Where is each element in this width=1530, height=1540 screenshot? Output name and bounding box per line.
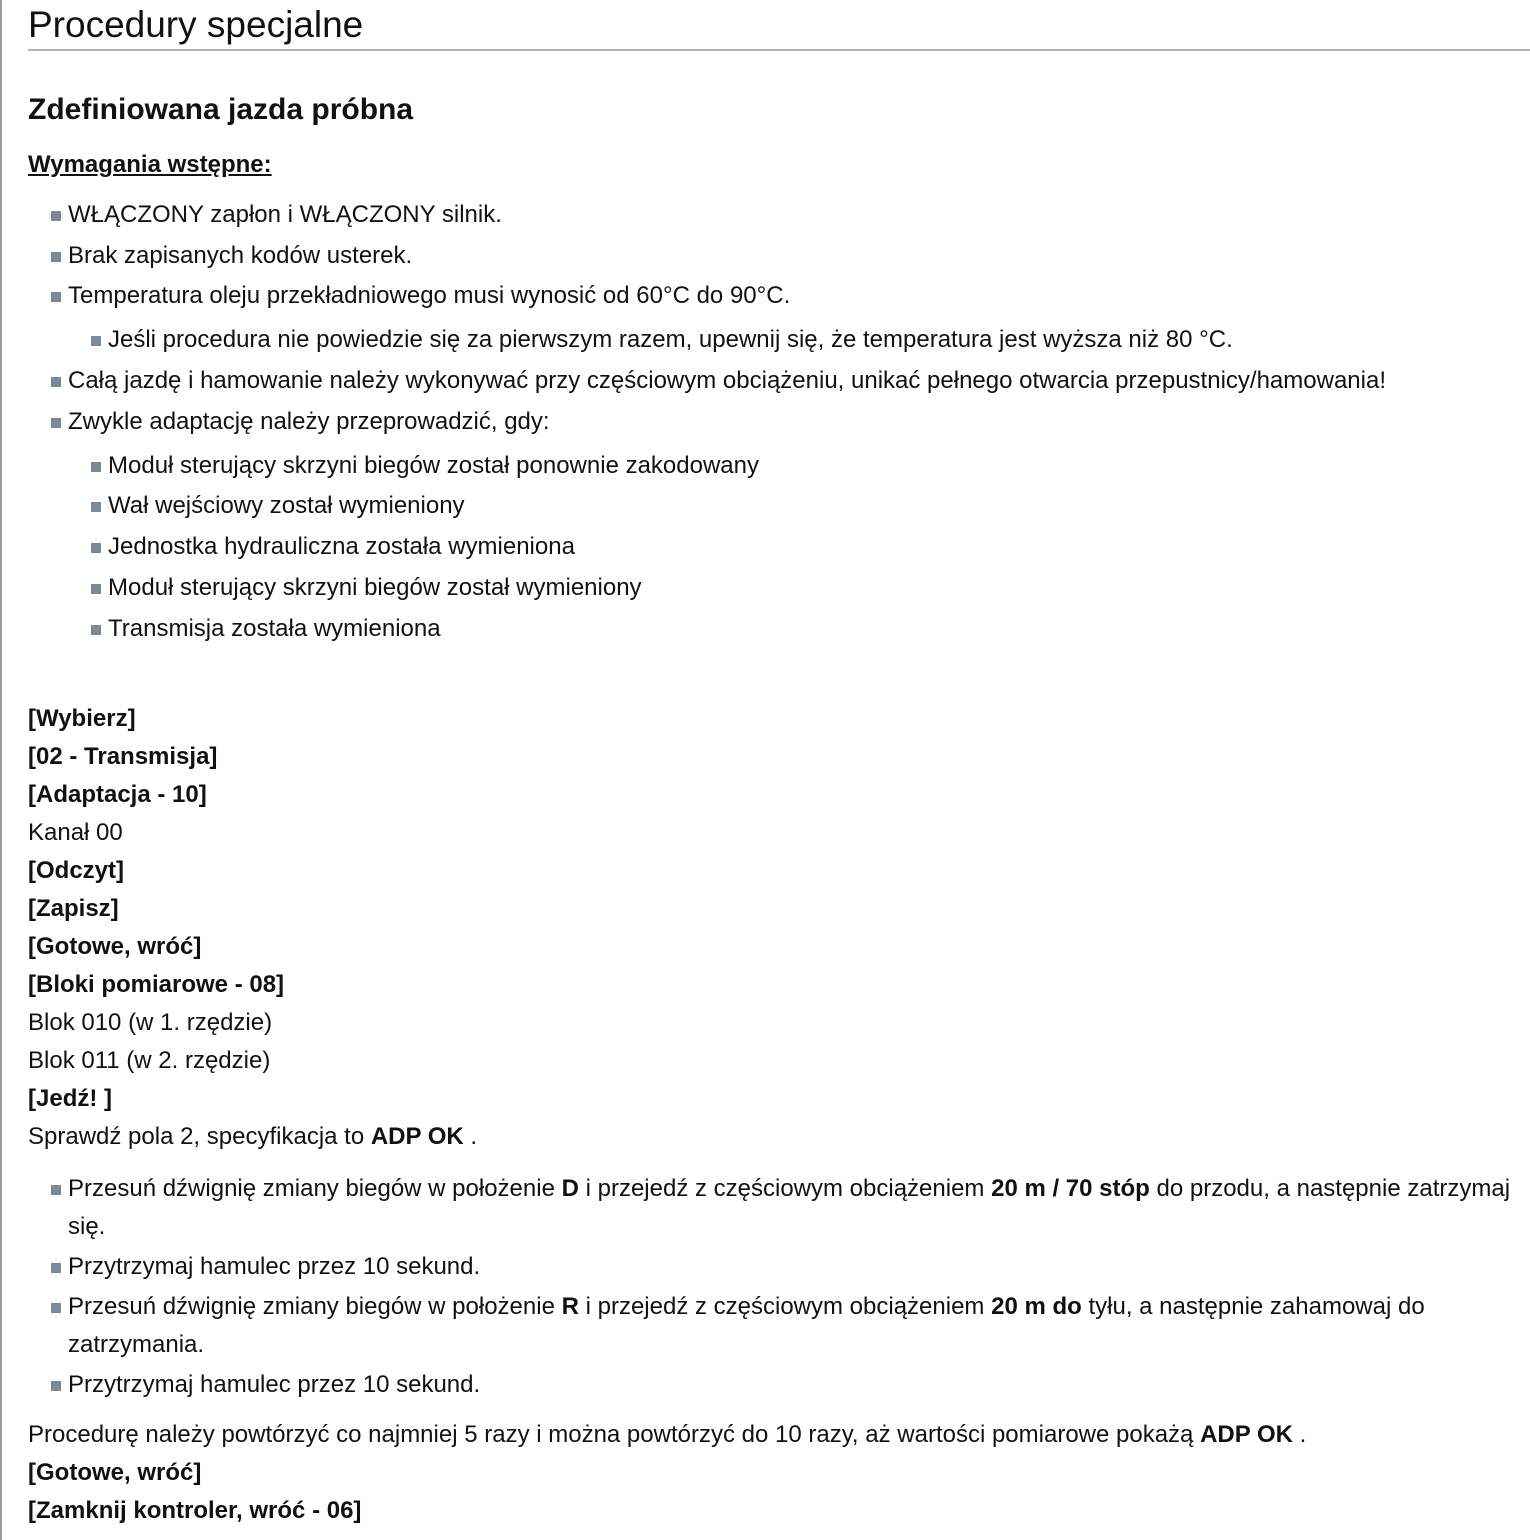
requirement-item: WŁĄCZONY zapłon i WŁĄCZONY silnik. [68, 196, 1528, 234]
requirement-subitem: Moduł sterujący skrzyni biegów został ponownie zakodowany [108, 447, 1528, 485]
step-save: [Zapisz] [28, 895, 119, 922]
repeat-instruction: Procedurę należy powtórzyć co najmniej 5 razy i można powtórzyć do 10 razy, aż wartości pomiarowe pokażą ADP OK . [28, 1421, 1307, 1448]
requirement-item: Brak zapisanych kodów usterek. [68, 237, 1528, 275]
final-steps [28, 1416, 1528, 1530]
instruction-item: Przesuń dźwignię zmiany biegów w położenie R i przejedź z częściowym obciążeniem 20 m do tyłu, a następnie zahamowaj do zatrzymania. [68, 1288, 1530, 1364]
requirement-item: Zwykle adaptację należy przeprowadzić, gdy: [68, 403, 1528, 441]
section-title: Zdefiniowana jazda próbna [28, 93, 414, 126]
step-done-back: [Gotowe, wróć] [28, 933, 202, 960]
step-measuring-blocks: [Bloki pomiarowe - 08] [28, 971, 285, 998]
step-menu-select: [Wybierz] [28, 705, 136, 732]
step-channel: Kanał 00 [28, 819, 123, 846]
step-transmission: [02 - Transmisja] [28, 743, 218, 770]
page-title: Procedury specjalne [28, 4, 364, 45]
requirement-subitem: Transmisja została wymieniona [108, 610, 1528, 648]
requirement-subitem: Jednostka hydrauliczna została wymieniona [108, 528, 1528, 566]
requirement-item: Całą jazdę i hamowanie należy wykonywać przy częściowym obciążeniu, unikać pełnego otwarcia przepustnicy/hamowania! [68, 362, 1528, 400]
requirement-subitem: Jeśli procedura nie powiedzie się za pierwszym razem, upewnij się, że temperatura jest wyższa niż 80 °C. [108, 321, 1528, 359]
instruction-item: Przytrzymaj hamulec przez 10 sekund. [68, 1366, 1530, 1404]
procedure-steps [28, 700, 477, 1156]
check-fields-text: Sprawdź pola 2, specyfikacja to ADP OK . [28, 1123, 478, 1150]
requirement-item: Temperatura oleju przekładniowego musi wynosić od 60°C do 90°C. [68, 277, 1528, 315]
requirements-list [68, 196, 1528, 650]
driving-instructions-list [68, 1170, 1530, 1406]
step-block-010: Blok 010 (w 1. rzędzie) [28, 1009, 273, 1036]
step-go: [Jedź! ] [28, 1085, 112, 1112]
requirements-label: Wymagania wstępne: [28, 151, 272, 178]
step-close-controller: [Zamknij kontroler, wróć - 06] [28, 1497, 362, 1524]
instruction-item: Przytrzymaj hamulec przez 10 sekund. [68, 1248, 1530, 1286]
requirement-subitem: Wał wejściowy został wymieniony [108, 487, 1528, 525]
document-page [28, 0, 1530, 1524]
step-adaptation: [Adaptacja - 10] [28, 781, 207, 808]
step-read: [Odczyt] [28, 857, 124, 884]
left-border [0, 0, 2, 1540]
title-divider [28, 49, 1530, 51]
instruction-item: Przesuń dźwignię zmiany biegów w położenie D i przejedź z częściowym obciążeniem 20 m / 70 stóp do przodu, a następnie zatrzymaj się. [68, 1170, 1530, 1246]
step-done-back-final: [Gotowe, wróć] [28, 1459, 202, 1486]
step-block-011: Blok 011 (w 2. rzędzie) [28, 1047, 271, 1074]
requirement-subitem: Moduł sterujący skrzyni biegów został wymieniony [108, 569, 1528, 607]
